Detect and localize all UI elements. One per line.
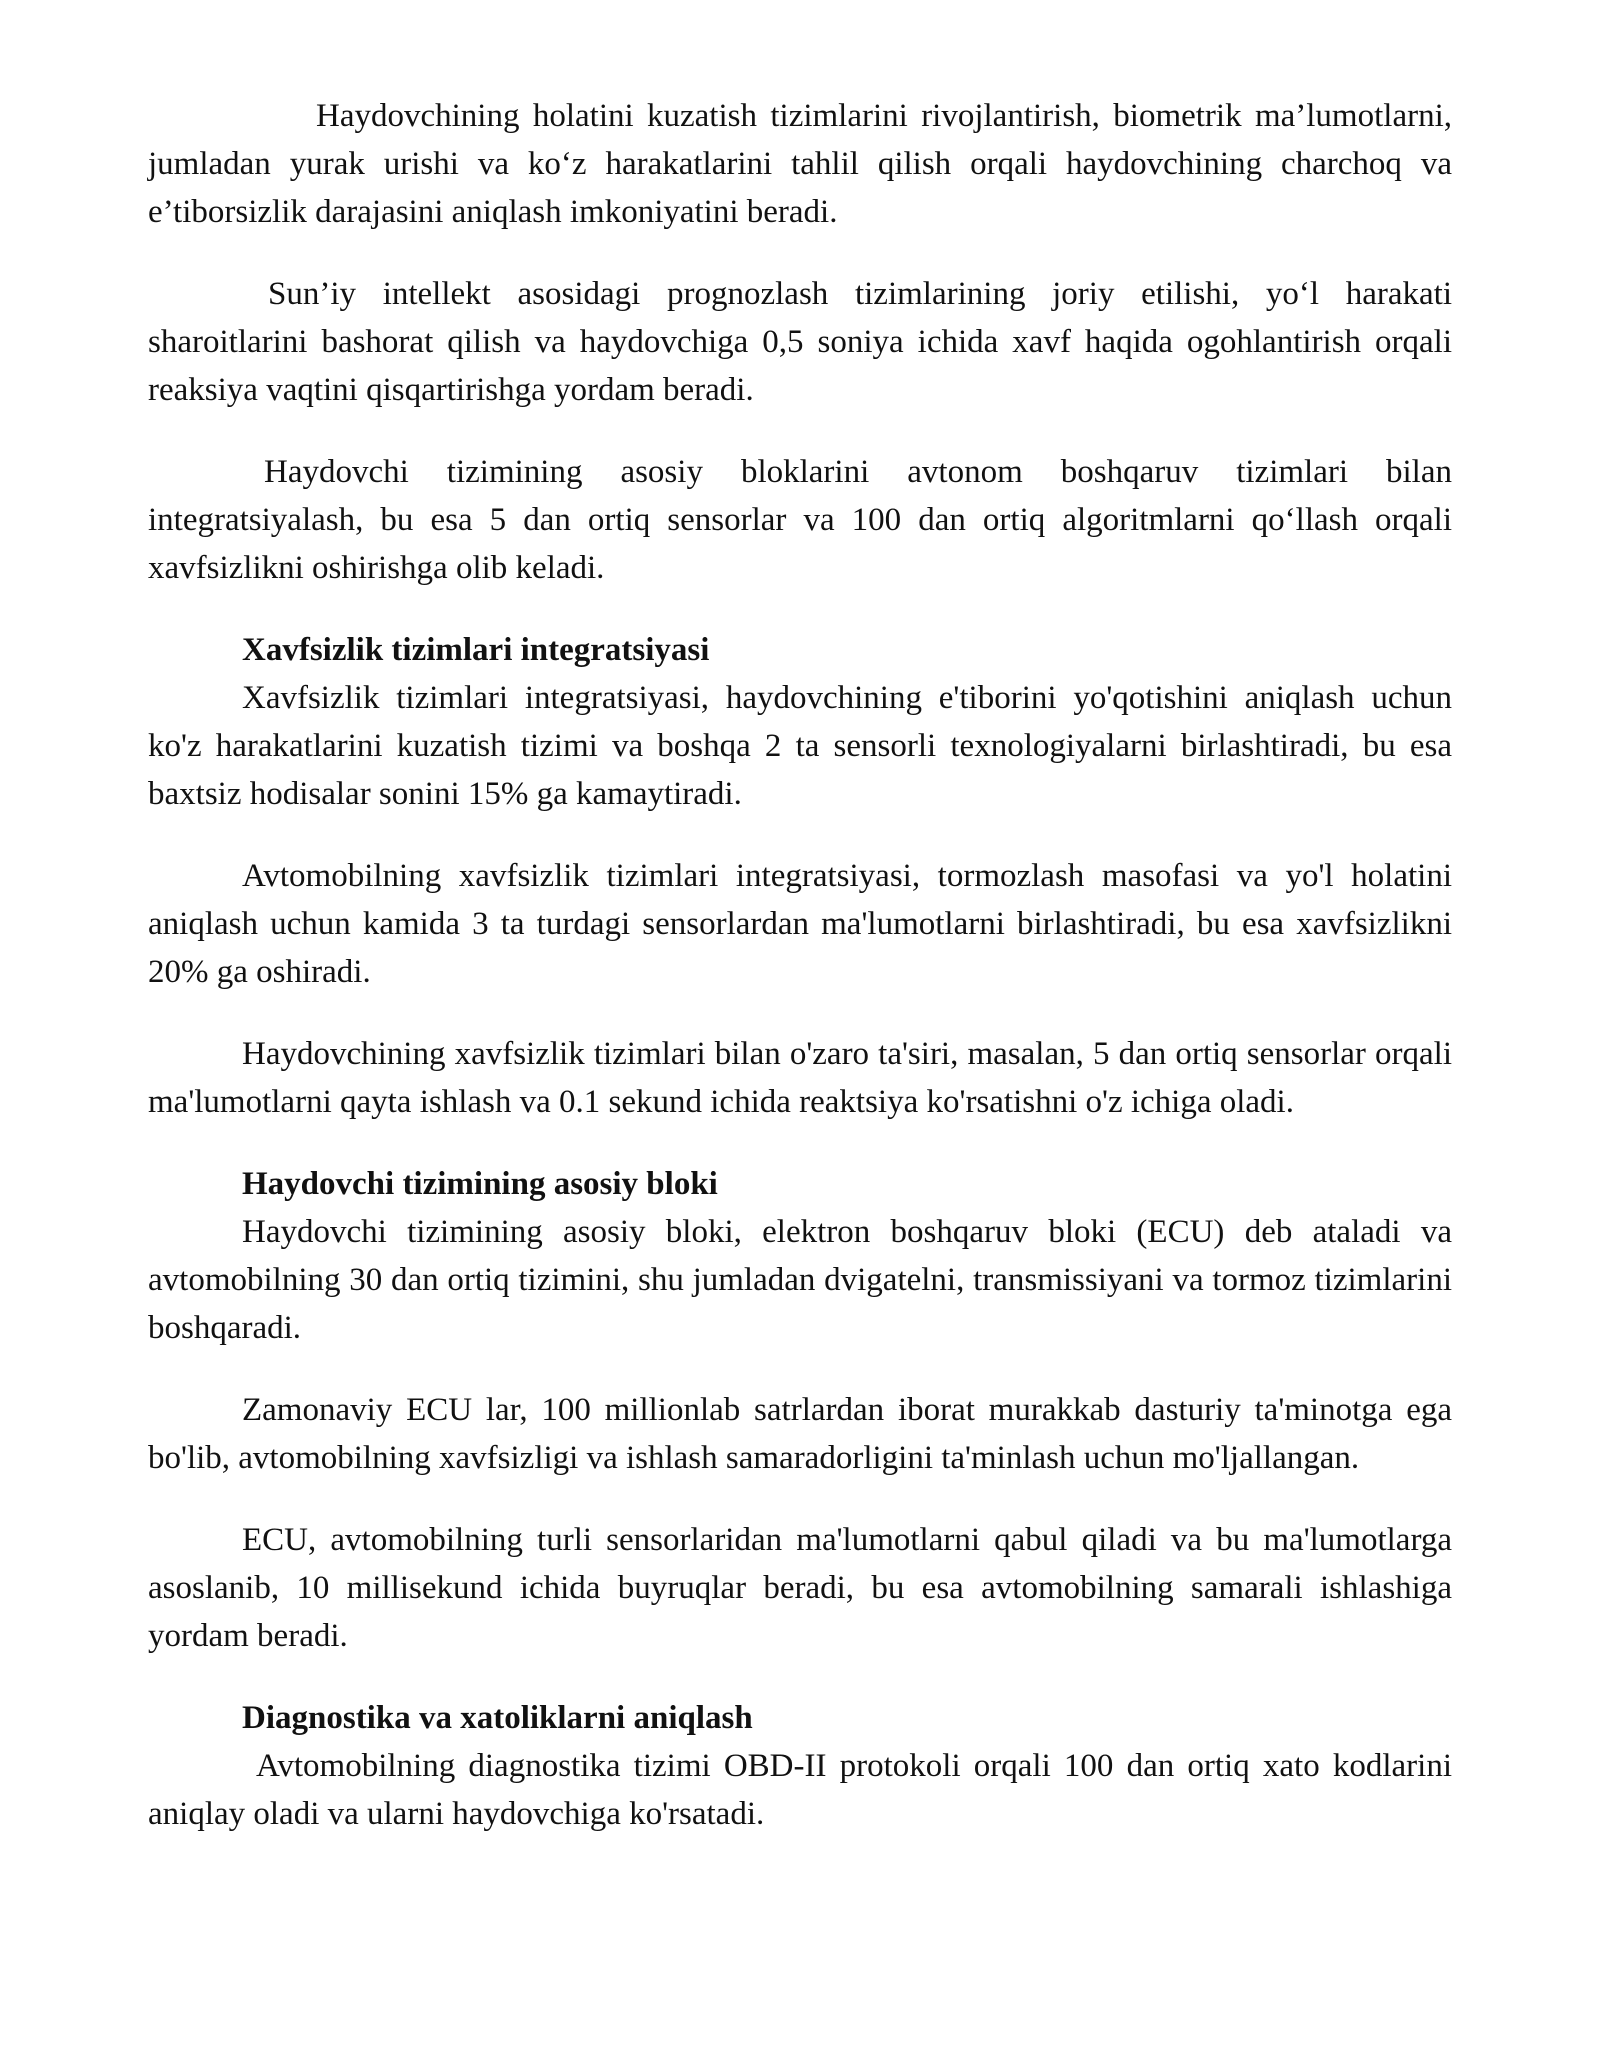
paragraph: ECU, avtomobilning turli sensorlaridan ma'lumotlarni qabul qiladi va bu ma'lumotlarga asoslanib, 10 millisekund ichida buyruqlar beradi, bu esa avtomobilning samarali ishlashiga yordam beradi. xyxy=(148,1522,1452,1654)
paragraph: Haydovchi tizimining asosiy bloki, elektron boshqaruv bloki (ECU) deb ataladi va avtomobilning 30 dan ortiq tizimini, shu jumladan dvigatelni, transmissiyani va tormoz tizimlarini boshqaradi. xyxy=(148,1214,1452,1346)
paragraph: Xavfsizlik tizimlari integratsiyasi, haydovchining e'tiborini yo'qotishini aniqlash uchun ko'z harakatlarini kuzatish tizimi va boshqa 2 ta sensorli texnologiyalarni birlashtiradi, bu esa baxtsiz hodisalar sonini 15% ga kamaytiradi. xyxy=(148,680,1452,812)
section-main-block xyxy=(148,1160,1452,1660)
section-safety-integration xyxy=(148,626,1452,1126)
paragraph-ai-prediction: Sun’iy intellekt asosidagi prognozlash tizimlarining joriy etilishi, yo‘l harakati sharoitlarini bashorat qilish va haydovchiga 0,5 soniya ichida xavf haqida ogohlantirish orqali reaksiya vaqtini qisqartirishga yordam beradi. xyxy=(148,276,1452,408)
paragraph: Avtomobilning xavfsizlik tizimlari integratsiyasi, tormozlash masofasi va yo'l holatini aniqlash uchun kamida 3 ta turdagi sensorlardan ma'lumotlarni birlashtiradi, bu esa xavfsizlikni 20% ga oshiradi. xyxy=(148,858,1452,990)
paragraph-driver-monitoring: Haydovchining holatini kuzatish tizimlarini rivojlantirish, biometrik ma’lumotlarni, jumladan yurak urishi va ko‘z harakatlarini tahlil qilish orqali haydovchining charchoq va e’tiborsizlik darajasini aniqlash imkoniyatini beradi. xyxy=(148,98,1452,230)
paragraph: Zamonaviy ECU lar, 100 millionlab satrlardan iborat murakkab dasturiy ta'minotga ega bo'lib, avtomobilning xavfsizligi va ishlash samaradorligini ta'minlash uchun mo'ljallangan. xyxy=(148,1392,1452,1476)
paragraph: Avtomobilning diagnostika tizimi OBD-II protokoli orqali 100 dan ortiq xato kodlarini aniqlay oladi va ularni haydovchiga ko'rsatadi. xyxy=(148,1748,1452,1832)
paragraph-autonomous-integration: Haydovchi tizimining asosiy bloklarini avtonom boshqaruv tizimlari bilan integratsiyalash, bu esa 5 dan ortiq sensorlar va 100 dan ortiq algoritmlarni qo‘llash orqali xavfsizlikni oshirishga olib keladi. xyxy=(148,454,1452,586)
section-diagnostics xyxy=(148,1694,1452,1838)
document-page xyxy=(148,92,1452,1838)
paragraph: Haydovchining xavfsizlik tizimlari bilan o'zaro ta'siri, masalan, 5 dan ortiq sensorlar orqali ma'lumotlarni qayta ishlash va 0.1 sekund ichida reaktsiya ko'rsatishni o'z ichiga oladi. xyxy=(148,1036,1452,1120)
section-heading: Haydovchi tizimining asosiy bloki xyxy=(242,1166,718,1202)
section-heading: Diagnostika va xatoliklarni aniqlash xyxy=(242,1700,753,1736)
section-heading: Xavfsizlik tizimlari integratsiyasi xyxy=(242,632,710,668)
